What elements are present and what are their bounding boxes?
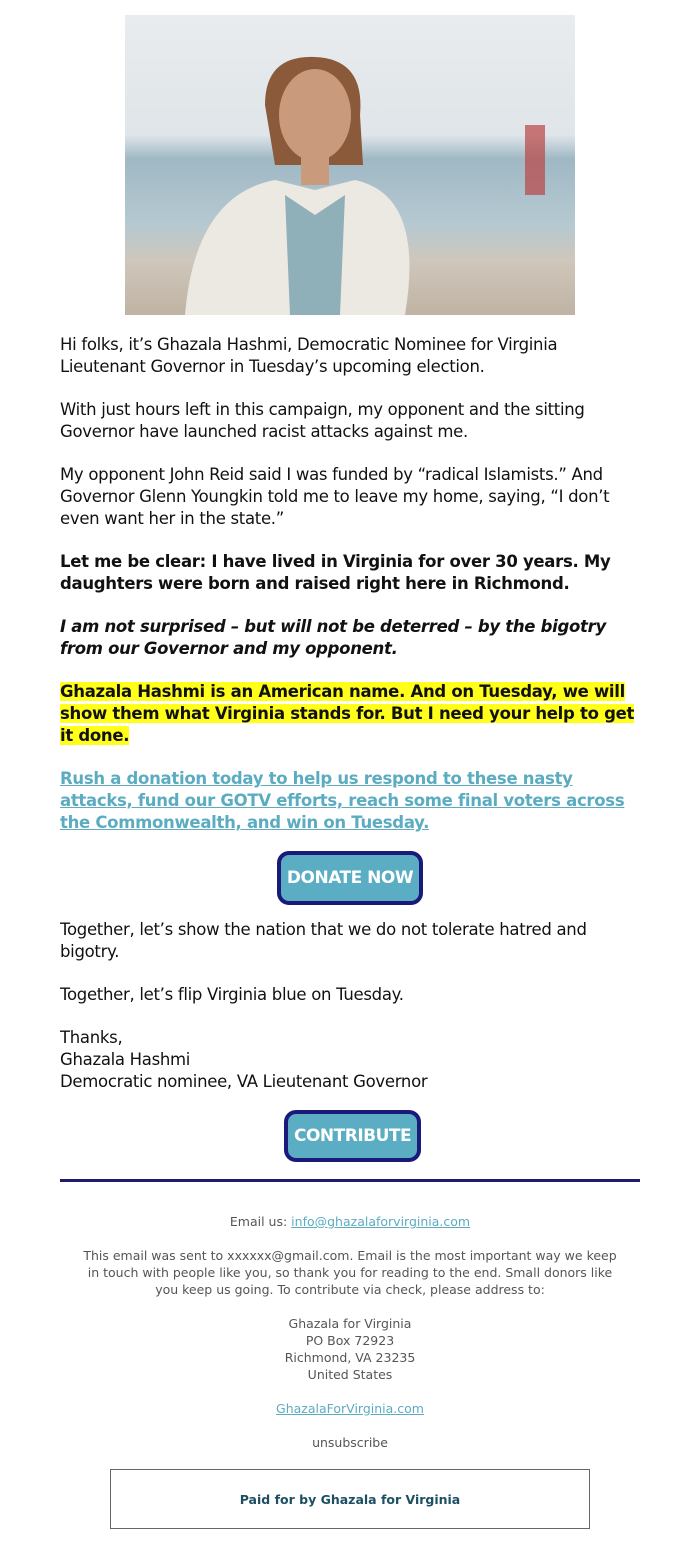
signature-thanks: Thanks,: [60, 1028, 123, 1047]
quote-paragraph: My opponent John Reid said I was funded by “radical Islamists.” And Governor Glenn Youngkin told me to leave my home, saying, “I don’t even want her in the state.”: [60, 465, 610, 528]
donation-link[interactable]: Rush a donation today to help us respond to these nasty attacks, fund our GOTV efforts, reach some final voters across the Commonwealth, and win on Tuesday.: [60, 769, 625, 832]
candidate-photo: [125, 15, 575, 315]
donate-now-button[interactable]: DONATE NOW: [277, 851, 423, 905]
signature-name: Ghazala Hashmi: [60, 1050, 191, 1069]
intro-paragraph: Hi folks, it’s Ghazala Hashmi, Democratic Nominee for Virginia Lieutenant Governor in Tuesday’s upcoming election.: [60, 335, 558, 376]
attack-paragraph: With just hours left in this campaign, my opponent and the sitting Governor have launched racist attacks against me.: [60, 400, 585, 441]
address-line: Ghazala for Virginia: [288, 1316, 412, 1331]
contribute-button[interactable]: CONTRIBUTE: [284, 1110, 421, 1162]
candidate-portrait-icon: [125, 15, 575, 315]
address-line: PO Box 72923: [305, 1333, 395, 1348]
website-link[interactable]: GhazalaForVirginia.com: [276, 1401, 424, 1416]
address-line: Richmond, VA 23235: [284, 1350, 416, 1365]
signature-title: Democratic nominee, VA Lieutenant Governor: [60, 1072, 428, 1091]
footer: [80, 1213, 620, 1468]
email-label: Email us:: [229, 1214, 292, 1229]
address-line: United States: [307, 1367, 393, 1382]
mailing-address: [80, 1315, 620, 1383]
not-deterred-paragraph: I am not surprised – but will not be deterred – by the bigotry from our Governor and my opponent.: [60, 617, 606, 658]
footer-notice: This email was sent to xxxxxx@gmail.com. Email is the most important way we keep in touch with people like you, so thank you for reading to the end. Small donors like you keep us going. To contribute via check, please address to:: [83, 1248, 617, 1297]
paid-for-disclaimer: Paid for by Ghazala for Virginia: [110, 1469, 590, 1529]
email-link[interactable]: info@ghazalaforvirginia.com: [291, 1214, 471, 1229]
be-clear-paragraph: Let me be clear: I have lived in Virginia for over 30 years. My daughters were born and raised right here in Richmond.: [60, 552, 611, 593]
footer-divider: [60, 1179, 640, 1182]
together-paragraph: Together, let’s show the nation that we do not tolerate hatred and bigotry.: [60, 920, 587, 961]
unsubscribe-link[interactable]: unsubscribe: [312, 1435, 388, 1450]
email-body: [60, 334, 640, 1093]
flip-paragraph: Together, let’s flip Virginia blue on Tuesday.: [60, 985, 404, 1004]
highlighted-paragraph: Ghazala Hashmi is an American name. And on Tuesday, we will show them what Virginia stands for. But I need your help to get it done.: [60, 682, 635, 745]
